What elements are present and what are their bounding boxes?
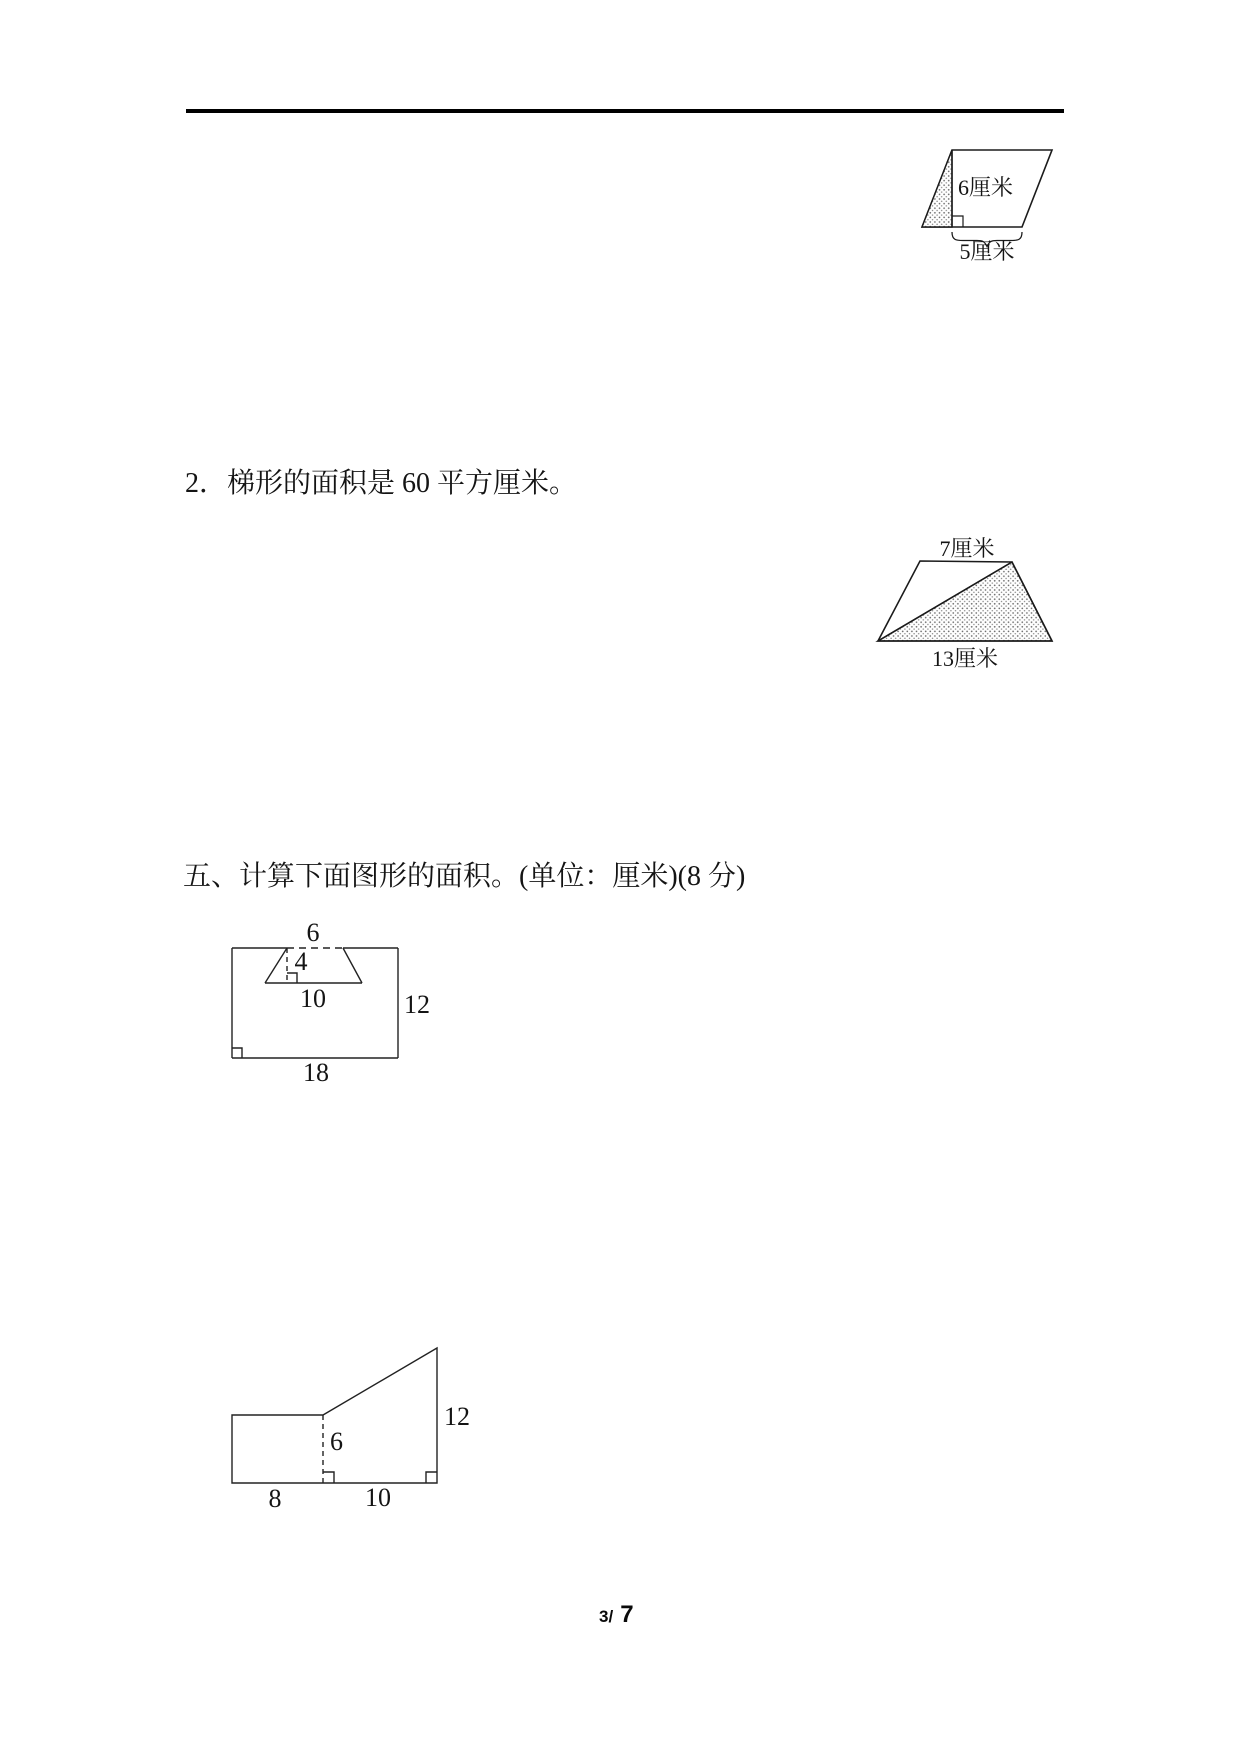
page-total: 7 <box>620 1601 634 1628</box>
right-angle-mark-mid <box>323 1472 334 1483</box>
mid-height-dim: 6 <box>330 1427 343 1456</box>
trapezoid-figure <box>850 525 1085 680</box>
rect-height-dim: 12 <box>404 990 430 1019</box>
trapezoid-left-slant <box>265 948 287 983</box>
shaded-triangle <box>922 150 952 227</box>
composite-outline <box>232 1348 437 1483</box>
section5-title: 五、计算下面图形的面积。(单位：厘米)(8 分) <box>183 861 746 892</box>
shaded-triangle <box>878 562 1052 641</box>
right-angle-mark-right <box>426 1472 437 1483</box>
right-angle-mark <box>952 216 963 227</box>
parallelogram-height-label: 6厘米 <box>958 175 1014 200</box>
trapezoid-bottom-dim: 10 <box>300 984 326 1013</box>
composite-figure <box>215 1335 480 1525</box>
parallelogram-figure <box>880 115 1095 275</box>
right-base-dim: 10 <box>365 1483 391 1512</box>
trapezoid-height-dim: 4 <box>294 947 308 976</box>
rect-width-dim: 18 <box>303 1058 329 1087</box>
parallelogram-base-label: 5厘米 <box>959 239 1015 264</box>
trapezoid-right-slant <box>343 948 362 983</box>
trapezoid-top-dim: 6 <box>306 918 320 947</box>
left-base-dim: 8 <box>268 1484 282 1513</box>
page-current: 3/ <box>599 1607 614 1626</box>
right-angle-mark-corner <box>232 1048 242 1058</box>
trapezoid-bottom-label: 13厘米 <box>931 646 999 671</box>
rect-trapezoid-figure <box>215 915 445 1095</box>
right-height-dim: 12 <box>444 1402 470 1431</box>
header-rule <box>186 109 1064 113</box>
trapezoid-top-label: 7厘米 <box>939 536 995 561</box>
question2-text: 2．梯形的面积是 60 平方厘米。 <box>185 468 578 499</box>
page-footer <box>599 1601 634 1629</box>
